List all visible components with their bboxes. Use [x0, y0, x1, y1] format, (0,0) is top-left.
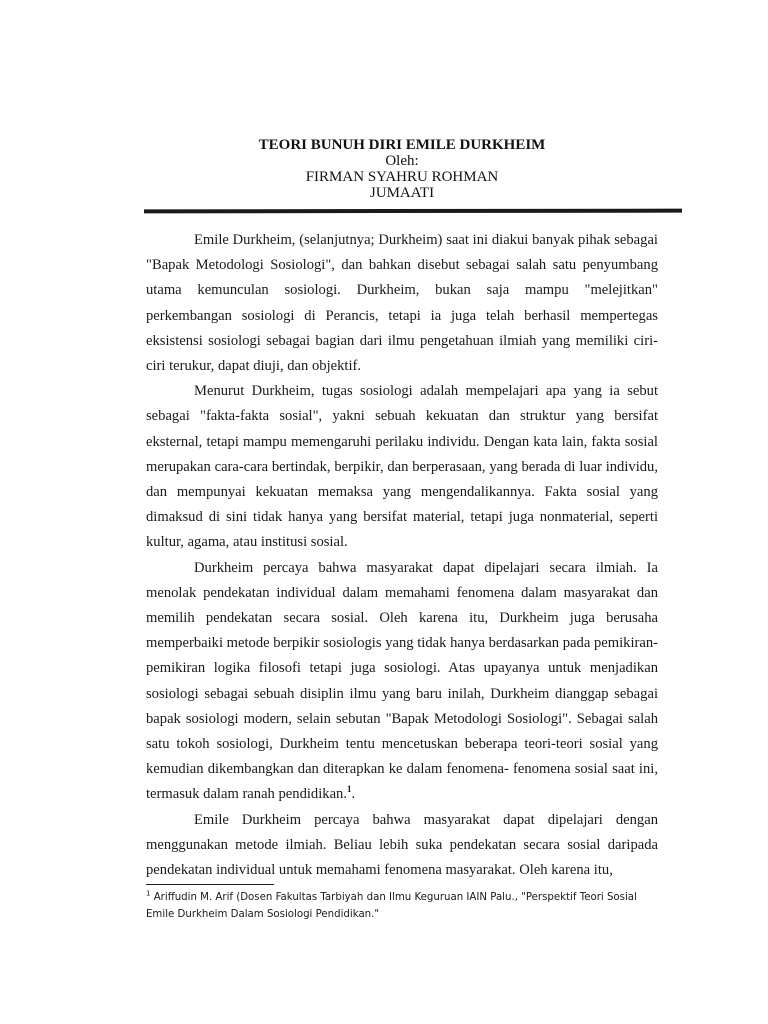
- paragraph: [146, 228, 658, 379]
- by-label: Oleh:: [385, 153, 419, 169]
- author-name: FIRMAN SYAHRU ROHMAN: [305, 169, 499, 185]
- paragraph-text: Durkheim percaya bahwa masyarakat dapat dipelajari secara ilmiah. Ia menolak pendekatan individual dalam memahami fenomena dalam masyarakat dan memilih pendekatan secara sosial. Oleh karena itu, Durkheim juga berusaha memperbaiki metode berpikir sosiologis yang tidak hanya berdasarkan pada pemikiran-pemikiran logika filosofi tetapi juga sosiologi. Atas upayanya untuk menjadikan sosiologi sebagai sebuah disiplin ilmu yang baru inilah, Durkheim dianggap sebagai bapak sosiologi modern, selain sebutan "Bapak Metodologi Sosiologi". Sebagai salah satu tokoh sosiologi, Durkheim tentu mencetuskan beberapa teori-teori sosial yang kemudian dikembangkan dan diterapkan ke dalam fenomena- fenomena sosial saat ini, termasuk dalam ranah pendidikan.: [146, 559, 658, 803]
- paragraph-trailing: .: [351, 786, 356, 803]
- paragraph: [146, 808, 658, 884]
- paragraph: [146, 556, 658, 808]
- paragraph-text: Emile Durkheim, (selanjutnya; Durkheim) saat ini diakui banyak pihak sebagai "Bapak Metodologi Sosiologi", dan bahkan disebut sebagai salah satu penyumbang utama kemunculan sosiologi. Durkheim, bukan saja mampu "melejitkan" perkembangan sosiologi di Perancis, tetapi ia juga telah berhasil mempertegas eksistensi sosiologi sebagai bagian dari ilmu pengetahuan ilmiah yang memiliki ciri-ciri terukur, dapat diuji, dan objektif.: [146, 232, 658, 375]
- author-affiliation: JUMAATI: [369, 185, 435, 201]
- header-divider: [144, 209, 682, 214]
- footnote: [146, 889, 666, 923]
- paragraph-text: Menurut Durkheim, tugas sosiologi adalah mempelajari apa yang ia sebut sebagai "fakta-fakta sosial", yakni sebuah kekuatan dan struktur yang bersifat eksternal, tetapi mampu memengaruhi perilaku individu. Dengan kata lain, fakta sosial merupakan cara-cara bertindak, berpikir, dan berperasaan, yang berada di luar individu, dan mempunyai kekuatan memaksa yang mengendalikannya. Fakta sosial yang dimaksud di sini tidak hanya yang bersifat material, tetapi juga nonmaterial, seperti kultur, agama, atau institusi sosial.: [146, 383, 658, 551]
- paragraph: [146, 379, 658, 555]
- document-title: TEORI BUNUH DIRI EMILE DURKHEIM: [258, 137, 546, 153]
- footnote-mark: 1: [146, 889, 151, 898]
- footnote-text: Ariffudin M. Arif (Dosen Fakultas Tarbiyah dan Ilmu Keguruan IAIN Palu., "Perspektif Teori Sosial Emile Durkheim Dalam Sosiologi Pendidikan.": [146, 892, 637, 920]
- paragraph-text: Emile Durkheim percaya bahwa masyarakat dapat dipelajari dengan menggunakan metode ilmiah. Beliau lebih suka pendekatan secara sosial daripada pendekatan individual untuk memahami fenomena masyarakat. Oleh karena itu,: [146, 811, 658, 879]
- footnote-separator: [146, 884, 274, 885]
- footnote-reference[interactable]: 1: [347, 784, 352, 795]
- body-text: [146, 228, 658, 883]
- document-header: [146, 137, 658, 201]
